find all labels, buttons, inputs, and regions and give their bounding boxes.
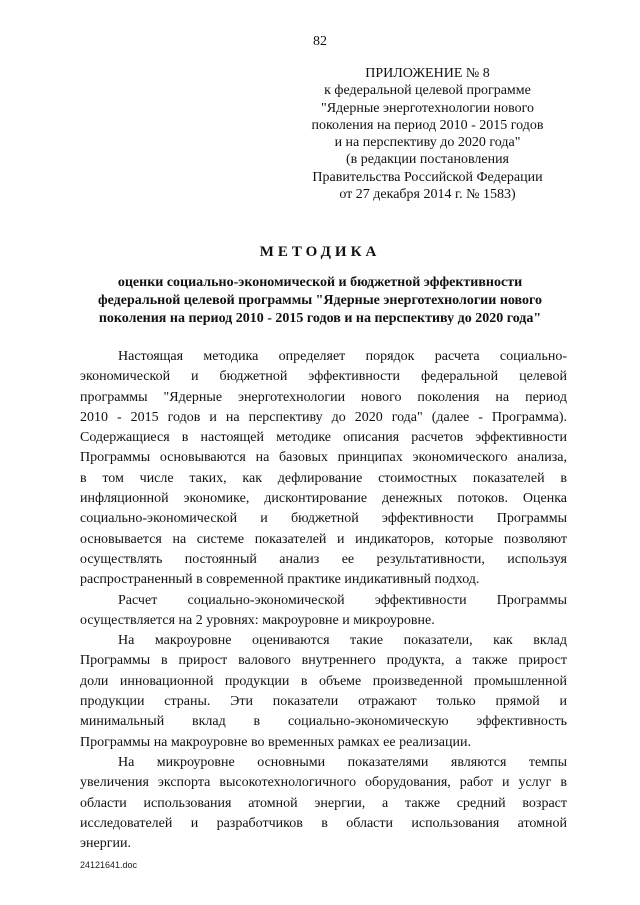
body-line: 2010 - 2015 годов и на перспективу до 2020 года" (далее - Программа). — [80, 409, 567, 425]
document-subtitle — [70, 274, 570, 328]
body-line: увеличения экспорта высокотехнологичного оборудования, работ и услуг в — [80, 775, 567, 791]
body-line: инфляционной экономике, дисконтирование денежных потоков. Оценка — [80, 491, 567, 507]
body-line: осуществлять постоянный анализ ее результативности, используя — [80, 551, 567, 567]
subtitle-line: оценки социально-экономической и бюджетной эффективности — [117, 275, 523, 290]
body-line: осуществляется на 2 уровнях: макроуровне и микроуровне. — [80, 612, 435, 628]
appendix-header — [300, 65, 555, 203]
appendix-line: и на перспективу до 2020 года" — [334, 135, 521, 151]
document-title: МЕТОДИКА — [259, 244, 381, 260]
body-line: социально-экономической и бюджетной эффективности Программы — [80, 511, 567, 527]
body-line: в том числе таких, как дефлирование стоимостных показателей в — [80, 470, 567, 486]
body-line: энергии. — [80, 836, 131, 852]
appendix-line: к федеральной целевой программе — [324, 83, 531, 99]
footer-doc-code: 24121641.doc — [80, 860, 138, 870]
body-line: программы "Ядерные энерготехнологии нового поколения на период — [80, 389, 567, 405]
subtitle-line: федеральной целевой программы "Ядерные энерготехнологии нового — [97, 293, 543, 308]
body-line: распространенный в современной практике индикативный подход. — [80, 572, 480, 588]
body-line: Программы на макроуровне во временных рамках ее реализации. — [80, 734, 471, 750]
body-line: минимальный вклад в социально-экономическую эффективность — [80, 714, 567, 730]
page-number: 82 — [313, 34, 327, 49]
body-line: экономической и бюджетной эффективности федеральной целевой — [80, 369, 567, 385]
appendix-line: поколения на период 2010 - 2015 годов — [311, 117, 544, 133]
body-line: Содержащиеся в настоящей методике описания расчетов эффективности — [80, 430, 567, 446]
body-line: исследователей и разработчиков в области использования атомной — [80, 815, 567, 831]
body-line: области использования атомной энергии, а также средний возраст — [80, 795, 567, 811]
body-line: Расчет социально-экономической эффективности Программы — [118, 592, 567, 608]
body-line: На микроуровне основными показателями являются темпы — [118, 754, 567, 770]
body-line: Настоящая методика определяет порядок расчета социально- — [118, 349, 567, 364]
appendix-line: "Ядерные энерготехнологии нового — [321, 100, 534, 116]
body-line: доли инновационной продукции в объеме произведенной промышленной — [80, 673, 567, 689]
appendix-line: от 27 декабря 2014 г. № 1583) — [339, 187, 516, 203]
appendix-title: ПРИЛОЖЕНИЕ № 8 — [365, 66, 490, 81]
body-line: продукции страны. Эти показатели отражают только прямой и — [80, 694, 567, 710]
body-line: Программы в прирост валового внутреннего продукта, а также прирост — [80, 653, 567, 669]
body-text — [80, 347, 567, 854]
body-line: Программы основываются на базовых принципах экономического анализа, — [80, 450, 567, 466]
appendix-line: (в редакции постановления — [345, 152, 510, 168]
body-line: На макроуровне оцениваются такие показатели, как вклад — [118, 633, 567, 649]
appendix-line: Правительства Российской Федерации — [312, 169, 543, 185]
body-line: основывается на системе показателей и индикаторов, которые позволяют — [80, 531, 567, 547]
subtitle-line: поколения на период 2010 - 2015 годов и на перспективу до 2020 года" — [98, 311, 542, 326]
